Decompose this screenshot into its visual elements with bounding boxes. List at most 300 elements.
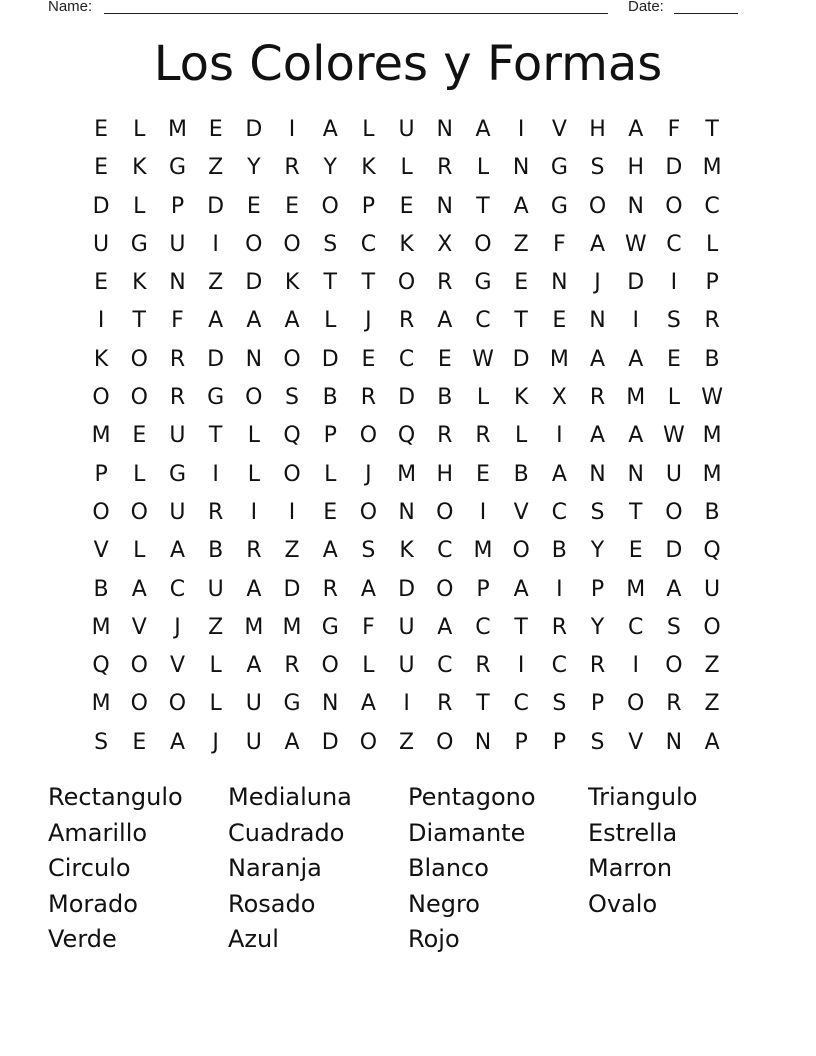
grid-letter: O — [130, 346, 148, 372]
grid-letter: L — [133, 117, 146, 142]
grid-letter: C — [398, 346, 415, 372]
grid-letter: Y — [247, 155, 261, 181]
grid-letter: O — [703, 614, 721, 640]
grid-letter: C — [551, 499, 568, 525]
grid-letter: U — [169, 231, 186, 257]
grid-letter: J — [594, 270, 601, 296]
grid-letter: R — [437, 270, 453, 296]
grid-letter: O — [359, 729, 378, 755]
grid-letter: M — [626, 576, 646, 602]
grid-letter: R — [360, 385, 377, 411]
grid-letter: I — [212, 461, 219, 487]
grid-letter: P — [552, 729, 566, 755]
grid-letter: A — [246, 308, 262, 334]
grid-letter: D — [665, 155, 683, 181]
grid-letter: R — [284, 155, 300, 181]
grid-letter: R — [704, 308, 720, 334]
grid-letter: E — [208, 117, 223, 142]
grid-letter: N — [245, 346, 263, 372]
grid-letter: O — [665, 193, 683, 219]
grid-letter: P — [94, 461, 108, 487]
grid-letter: M — [702, 423, 722, 449]
grid-letter: S — [590, 499, 605, 525]
grid-letter: A — [628, 346, 644, 372]
word-bank-item: Pentagono — [408, 783, 536, 811]
grid-letter: C — [551, 653, 568, 679]
grid-letter: O — [397, 270, 416, 296]
grid-letter: N — [665, 729, 683, 755]
grid-letter: G — [283, 691, 301, 717]
word-bank-item: Triangulo — [588, 783, 698, 811]
grid-letter: R — [589, 385, 606, 411]
grid-letter: I — [632, 308, 639, 334]
grid-letter: A — [513, 576, 529, 602]
grid-letter: K — [513, 385, 529, 411]
grid-letter: N — [551, 270, 568, 296]
grid-letter: R — [284, 653, 300, 679]
grid-letter: A — [704, 729, 720, 755]
grid-letter: Z — [704, 691, 720, 717]
grid-letter: T — [361, 270, 376, 296]
grid-letter: D — [665, 538, 683, 564]
grid-letter: A — [513, 193, 529, 219]
grid-letter: B — [208, 538, 224, 564]
grid-letter: A — [284, 729, 300, 755]
word-bank-item: Rojo — [408, 925, 460, 953]
grid-letter: O — [283, 231, 301, 257]
grid-letter: V — [131, 614, 147, 640]
grid-letter: D — [398, 385, 416, 411]
grid-letter: O — [359, 423, 378, 449]
grid-letter: I — [250, 499, 258, 525]
word-bank-item: Naranja — [228, 854, 322, 882]
grid-letter: H — [436, 461, 454, 487]
grid-letter: U — [398, 653, 415, 679]
grid-letter: O — [436, 576, 454, 602]
grid-letter: A — [208, 308, 224, 334]
grid-letter: A — [360, 691, 376, 717]
grid-letter: D — [321, 729, 339, 755]
word-bank — [48, 779, 768, 957]
grid-letter: K — [399, 231, 414, 257]
grid-letter: N — [474, 729, 492, 755]
grid-letter: Z — [208, 614, 224, 640]
grid-letter: E — [94, 117, 109, 142]
grid-letter: S — [552, 691, 567, 717]
grid-letter: A — [322, 117, 338, 142]
grid-letter: I — [288, 499, 296, 525]
grid-letter: K — [284, 270, 300, 296]
grid-letter: D — [512, 346, 530, 372]
word-bank-item: Circulo — [48, 854, 131, 882]
grid-letter: E — [476, 461, 490, 487]
grid-letter: F — [171, 308, 184, 334]
grid-letter: A — [322, 538, 338, 564]
word-bank-item: Negro — [408, 889, 480, 918]
grid-letter: D — [245, 117, 263, 142]
grid-letter: R — [666, 691, 682, 717]
grid-letter: M — [626, 385, 646, 411]
word-bank-item: Ovalo — [588, 889, 658, 918]
grid-letter: I — [212, 231, 219, 257]
grid-letter: K — [361, 155, 376, 181]
grid-letter: M — [702, 155, 722, 181]
grid-letter: G — [550, 155, 568, 181]
grid-letter: E — [437, 346, 452, 372]
word-bank-item: Blanco — [408, 854, 489, 882]
grid-letter: I — [517, 653, 525, 679]
grid-letter: B — [437, 385, 453, 411]
word-bank-item: Rosado — [228, 889, 316, 918]
grid-letter: U — [207, 576, 224, 602]
grid-letter: L — [362, 653, 375, 679]
grid-letter: Y — [590, 538, 605, 564]
grid-letter: A — [590, 231, 606, 257]
grid-letter: O — [321, 193, 339, 219]
grid-letter: S — [94, 729, 109, 755]
grid-letter: A — [131, 576, 147, 602]
grid-letter: O — [92, 499, 110, 525]
grid-letter: K — [399, 538, 414, 564]
grid-letter: C — [169, 576, 186, 602]
grid-letter: M — [244, 614, 264, 640]
grid-letter: R — [437, 155, 453, 181]
grid-letter: P — [590, 691, 605, 717]
grid-letter: Z — [513, 231, 529, 257]
grid-letter: E — [399, 193, 414, 219]
grid-letter: F — [362, 614, 375, 640]
grid-letter: W — [663, 423, 685, 449]
name-label: Name: — [48, 0, 93, 15]
grid-letter: O — [588, 193, 607, 219]
grid-letter: F — [667, 117, 681, 142]
grid-letter: V — [513, 499, 529, 525]
grid-letter: A — [284, 308, 300, 334]
grid-letter: A — [475, 117, 491, 142]
grid-letter: N — [321, 691, 339, 717]
grid-letter: L — [209, 653, 222, 679]
grid-letter: N — [627, 193, 644, 219]
grid-letter: Q — [283, 423, 301, 449]
grid-letter: U — [169, 499, 186, 525]
grid-letter: O — [321, 653, 339, 679]
grid-letter: P — [323, 423, 337, 449]
grid-letter: E — [285, 193, 299, 219]
grid-letter: D — [321, 346, 339, 372]
grid-letter: G — [474, 270, 492, 296]
grid-letter: B — [93, 576, 109, 602]
grid-letter: A — [590, 346, 606, 372]
grid-letter: R — [475, 423, 491, 449]
grid-letter: O — [130, 499, 148, 525]
grid-letter: C — [628, 614, 644, 640]
grid-letter: R — [169, 385, 186, 411]
grid-letter: R — [589, 653, 606, 679]
grid-letter: P — [361, 193, 376, 219]
grid-letter: A — [246, 653, 262, 679]
grid-letter: A — [628, 423, 644, 449]
grid-letter: T — [514, 614, 528, 640]
grid-letter: G — [168, 155, 186, 181]
grid-letter: D — [627, 270, 645, 296]
grid-letter: R — [208, 499, 224, 525]
grid-letter: E — [94, 155, 109, 181]
grid-letter: L — [476, 385, 490, 411]
grid-letter: O — [245, 385, 263, 411]
grid-letter: W — [624, 231, 647, 257]
grid-letter: C — [513, 691, 529, 717]
grid-letter: L — [133, 538, 146, 564]
grid-letter: N — [436, 193, 454, 219]
grid-letter: S — [590, 729, 605, 755]
grid-letter: A — [169, 538, 185, 564]
grid-letter: E — [246, 193, 261, 219]
grid-letter: N — [398, 499, 415, 525]
grid-letter: D — [245, 270, 263, 296]
grid-letter: O — [283, 346, 301, 372]
grid-letter: U — [704, 576, 721, 602]
grid-letter: N — [589, 308, 606, 334]
grid-letter: S — [666, 308, 681, 334]
grid-letter: A — [590, 423, 606, 449]
grid-letter: K — [132, 270, 147, 296]
grid-letter: B — [704, 346, 720, 372]
grid-letter: C — [475, 308, 491, 334]
grid-letter: L — [362, 117, 375, 142]
grid-letter: L — [247, 423, 260, 449]
grid-letter: T — [132, 308, 146, 334]
grid-letter: P — [590, 576, 605, 602]
grid-letter: V — [551, 117, 567, 142]
grid-letter: S — [285, 385, 300, 411]
grid-letter: U — [398, 117, 415, 142]
grid-letter: I — [556, 576, 563, 602]
grid-letter: R — [475, 653, 491, 679]
grid-letter: U — [245, 691, 262, 717]
grid-letter: O — [665, 653, 683, 679]
word-bank-item: Verde — [48, 925, 117, 953]
grid-letter: V — [169, 653, 185, 679]
word-bank-item: Rectangulo — [48, 783, 183, 811]
grid-letter: Y — [323, 155, 337, 181]
grid-letter: C — [704, 193, 720, 219]
grid-letter: G — [550, 193, 568, 219]
grid-letter: M — [282, 614, 302, 640]
grid-letter: P — [705, 270, 719, 296]
grid-letter: O — [92, 385, 110, 411]
grid-letter: E — [552, 308, 567, 334]
grid-letter: R — [322, 576, 338, 602]
grid-letter: T — [476, 691, 490, 717]
grid-letter: S — [666, 614, 681, 640]
grid-letter: G — [130, 231, 148, 257]
grid-letter: D — [207, 193, 225, 219]
grid-letter: I — [403, 691, 410, 717]
grid-letter: S — [361, 538, 376, 564]
grid-letter: U — [398, 614, 415, 640]
grid-letter: M — [473, 538, 493, 564]
grid-letter: P — [476, 576, 490, 602]
grid-letter: H — [627, 155, 644, 181]
grid-letter: T — [208, 423, 223, 449]
grid-letter: T — [476, 193, 490, 219]
grid-letter: O — [665, 499, 683, 525]
grid-letter: X — [437, 231, 453, 257]
grid-letter: A — [437, 308, 453, 334]
grid-letter: L — [247, 461, 260, 487]
grid-letter: E — [323, 499, 338, 525]
grid-letter: A — [169, 729, 185, 755]
grid-letter: B — [704, 499, 720, 525]
grid-letter: M — [549, 346, 569, 372]
word-bank-item: Morado — [48, 889, 138, 918]
grid-letter: Z — [284, 538, 300, 564]
grid-letter: P — [170, 193, 185, 219]
grid-letter: C — [475, 614, 491, 640]
grid-letter: Q — [703, 538, 721, 564]
grid-letter: A — [360, 576, 376, 602]
grid-letter: U — [665, 461, 682, 487]
grid-letter: D — [398, 576, 416, 602]
grid-letter: P — [514, 729, 528, 755]
grid-letter: B — [513, 461, 529, 487]
grid-letter: N — [627, 461, 644, 487]
grid-letter: L — [476, 155, 490, 181]
grid-letter: O — [130, 653, 148, 679]
grid-letter: K — [93, 346, 109, 372]
grid-letter: L — [400, 155, 413, 181]
grid-letter: A — [246, 576, 262, 602]
grid-letter: U — [93, 231, 110, 257]
grid-letter: L — [209, 691, 222, 717]
grid-letter: B — [322, 385, 338, 411]
grid-letter: E — [361, 346, 376, 372]
grid-letter: D — [207, 346, 225, 372]
grid-letter: L — [515, 423, 528, 449]
grid-letter: W — [472, 346, 494, 372]
grid-letter: C — [666, 231, 682, 257]
grid-letter: A — [666, 576, 682, 602]
grid-letter: O — [436, 499, 454, 525]
grid-letter: J — [365, 308, 372, 334]
grid-letter: M — [91, 423, 111, 449]
grid-letter: O — [512, 538, 530, 564]
grid-letter: J — [365, 461, 372, 487]
word-bank-item: Cuadrado — [228, 818, 345, 847]
grid-letter: R — [246, 538, 262, 564]
grid-letter: Z — [704, 653, 720, 679]
grid-letter: L — [133, 193, 146, 219]
grid-letter: G — [321, 614, 339, 640]
grid-letter: D — [92, 193, 110, 219]
grid-letter: O — [359, 499, 378, 525]
grid-letter: I — [556, 423, 563, 449]
grid-letter: F — [553, 231, 566, 257]
grid-letter: B — [551, 538, 567, 564]
grid-letter: R — [551, 614, 567, 640]
grid-letter: V — [628, 729, 644, 755]
grid-letter: I — [670, 270, 678, 296]
grid-letter: I — [517, 117, 525, 142]
grid-letter: Q — [397, 423, 416, 449]
grid-letter: O — [436, 729, 454, 755]
name-line — [104, 13, 608, 14]
grid-letter: Z — [208, 155, 224, 181]
grid-letter: M — [91, 614, 111, 640]
grid-letter: S — [590, 155, 605, 181]
grid-letter: G — [207, 385, 225, 411]
grid-letter: N — [589, 461, 606, 487]
grid-letter: L — [324, 308, 337, 334]
grid-letter: I — [632, 653, 639, 679]
word-bank-item: Azul — [228, 925, 279, 953]
grid-letter: U — [245, 729, 262, 755]
grid-letter: A — [628, 117, 644, 142]
grid-letter: E — [94, 270, 109, 296]
grid-letter: A — [551, 461, 567, 487]
grid-letter: O — [130, 385, 148, 411]
grid-letter: O — [168, 691, 187, 717]
grid-letter: N — [436, 117, 454, 142]
grid-letter: T — [323, 270, 337, 296]
letter-grid — [82, 111, 731, 762]
grid-letter: J — [212, 729, 219, 755]
grid-letter: E — [666, 346, 681, 372]
grid-letter: N — [512, 155, 530, 181]
grid-letter: Q — [92, 653, 110, 679]
grid-letter: C — [437, 653, 453, 679]
word-bank-item: Diamante — [408, 818, 526, 847]
grid-letter: M — [167, 117, 187, 142]
grid-letter: O — [627, 691, 645, 717]
word-bank-item: Marron — [588, 854, 673, 882]
grid-letter: H — [589, 117, 606, 142]
grid-letter: E — [514, 270, 529, 296]
grid-letter: J — [174, 614, 181, 640]
grid-letter: W — [701, 385, 723, 411]
word-bank-item: Estrella — [588, 818, 678, 847]
grid-letter: Y — [590, 614, 605, 640]
grid-letter: E — [132, 423, 147, 449]
grid-letter: M — [397, 461, 417, 487]
grid-letter: A — [437, 614, 453, 640]
grid-letter: E — [628, 538, 643, 564]
grid-letter: I — [479, 499, 487, 525]
grid-letter: D — [283, 576, 301, 602]
grid-letter: M — [702, 461, 722, 487]
grid-letter: O — [130, 691, 148, 717]
grid-letter: N — [169, 270, 186, 296]
grid-letter: Z — [399, 729, 415, 755]
grid-letter: V — [93, 538, 109, 564]
grid-letter: R — [437, 691, 453, 717]
grid-letter: C — [437, 538, 453, 564]
grid-letter: I — [97, 308, 105, 334]
grid-letter: C — [360, 231, 377, 257]
grid-letter: R — [398, 308, 415, 334]
grid-letter: L — [133, 461, 146, 487]
grid-letter: R — [169, 346, 186, 372]
grid-letter: Z — [208, 270, 224, 296]
date-label: Date: — [628, 0, 664, 15]
word-bank-item: Amarillo — [48, 818, 148, 847]
grid-letter: E — [132, 729, 147, 755]
word-bank-item: Medialuna — [228, 783, 352, 811]
grid-letter: O — [245, 231, 263, 257]
grid-letter: K — [132, 155, 147, 181]
grid-letter: G — [168, 461, 186, 487]
grid-letter: O — [474, 231, 492, 257]
